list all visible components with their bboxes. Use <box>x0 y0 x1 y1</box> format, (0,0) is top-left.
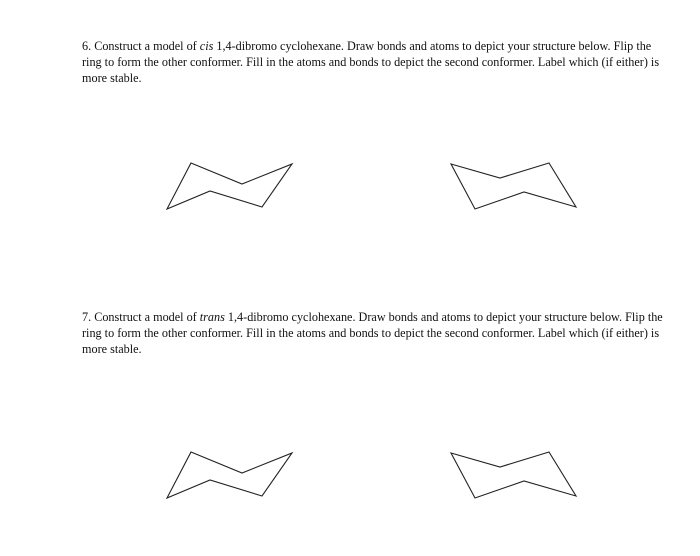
question-7-instructions: Draw bonds and atoms to depict your structure below. Flip the ring to form the other conformer. Fill in the atoms and bonds to depict the second conformer. Label which (if either) is more stable. <box>82 310 663 356</box>
question-6-compound: 1,4-dibromo cyclohexane. <box>216 39 344 53</box>
question-6-chair-conformer-2 <box>450 163 578 211</box>
cyclohexane-chair-ring <box>167 163 292 209</box>
cyclohexane-chair-ring <box>451 452 576 498</box>
question-7-chair-conformer-1 <box>166 452 294 500</box>
question-7-stereo: trans <box>199 310 225 324</box>
question-6-instructions: Draw bonds and atoms to depict your structure below. Flip the ring to form the other conformer. Fill in the atoms and bonds to depict the second conformer. Label which (if either) is more stable. <box>82 39 660 85</box>
question-7-chair-conformer-2 <box>450 452 578 500</box>
question-6 <box>82 38 672 86</box>
question-7 <box>82 309 672 357</box>
cyclohexane-chair-ring <box>167 452 292 498</box>
question-7-number: 7. <box>82 310 92 324</box>
question-6-intro: Construct a model of <box>94 39 197 53</box>
question-6-chair-conformer-1 <box>166 163 294 211</box>
question-7-intro: Construct a model of <box>94 310 197 324</box>
question-7-compound: 1,4-dibromo cyclohexane. <box>227 310 356 324</box>
question-6-stereo: cis <box>199 39 214 53</box>
cyclohexane-chair-ring <box>451 163 576 209</box>
question-6-number: 6. <box>82 39 92 53</box>
